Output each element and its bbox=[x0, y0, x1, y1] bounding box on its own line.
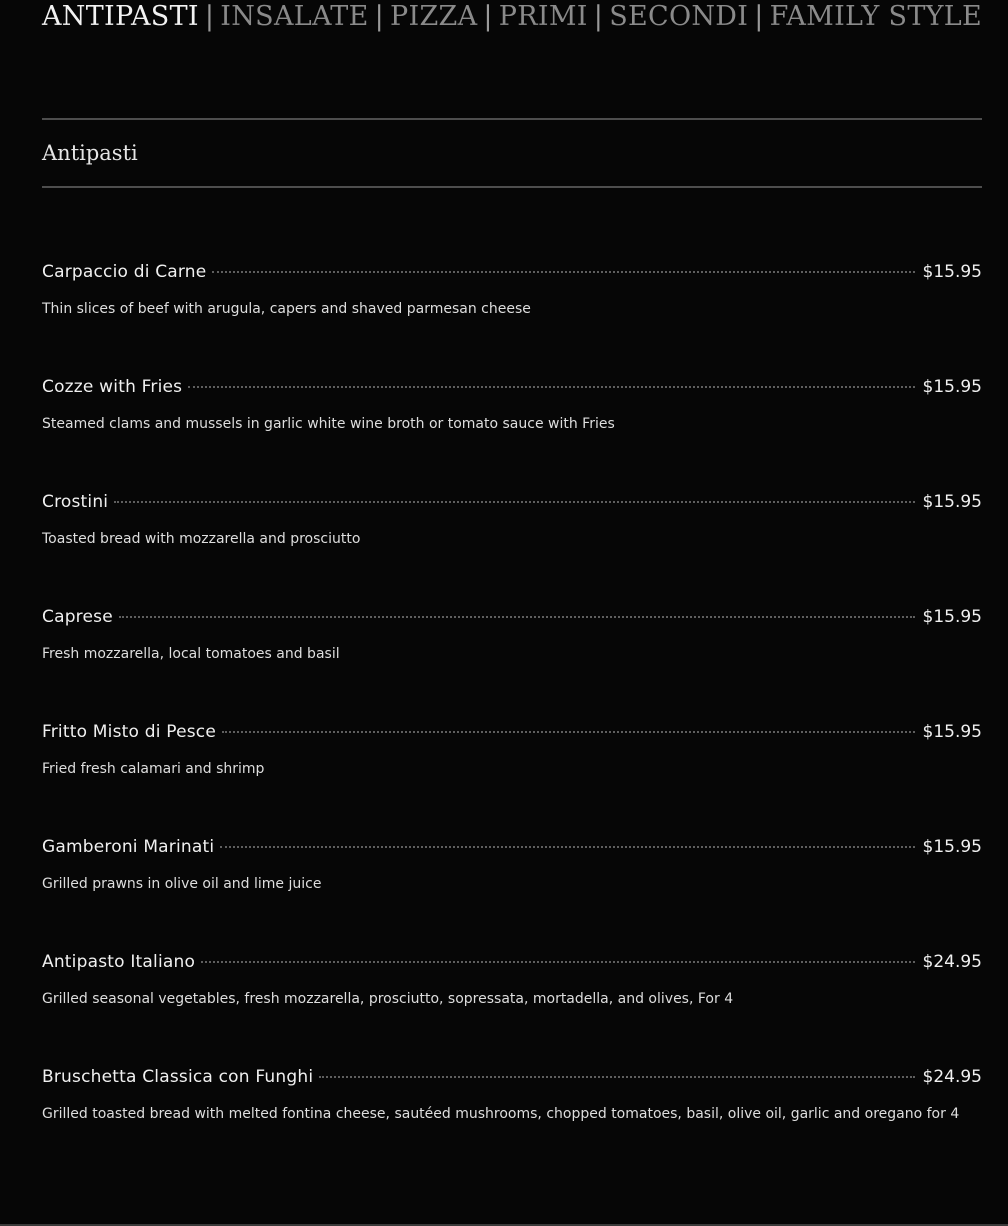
menu-item-description: Steamed clams and mussels in garlic white wine broth or tomato sauce with Fries bbox=[42, 416, 615, 432]
menu-item bbox=[42, 372, 982, 487]
menu-item-name: Antipasto Italiano bbox=[42, 952, 196, 972]
menu-item-price: $15.95 bbox=[922, 837, 982, 857]
menu-item-name: Crostini bbox=[42, 492, 109, 512]
menu-item-header bbox=[42, 832, 982, 862]
menu-item-price: $24.95 bbox=[922, 1067, 982, 1087]
menu-item-price: $15.95 bbox=[922, 722, 982, 742]
tab-pizza[interactable]: PIZZA bbox=[390, 1, 478, 32]
menu-item-description: Grilled toasted bread with melted fontina cheese, sautéed mushrooms, chopped tomatoes, basil, olive oil, garlic and oregano for 4 bbox=[42, 1106, 960, 1122]
tab-family-style[interactable]: FAMILY STYLE bbox=[769, 1, 983, 32]
menu-item-name: Bruschetta Classica con Funghi bbox=[42, 1067, 314, 1087]
menu-item bbox=[42, 602, 982, 717]
nav-separator: | bbox=[593, 1, 604, 32]
menu-item-name: Fritto Misto di Pesce bbox=[42, 722, 216, 742]
menu-item-price: $15.95 bbox=[922, 377, 982, 397]
section-title: Antipasti bbox=[42, 141, 138, 165]
menu-item-list bbox=[42, 257, 982, 1177]
menu-item bbox=[42, 717, 982, 832]
menu-item bbox=[42, 257, 982, 372]
menu-item-description: Thin slices of beef with arugula, capers and shaved parmesan cheese bbox=[42, 301, 531, 317]
tab-secondi[interactable]: SECONDI bbox=[609, 1, 749, 32]
menu-item-header bbox=[42, 602, 982, 632]
menu-item-description: Grilled prawns in olive oil and lime juice bbox=[42, 876, 322, 892]
nav-separator: | bbox=[374, 1, 385, 32]
nav-separator: | bbox=[204, 1, 215, 32]
dotted-leader bbox=[222, 731, 915, 733]
menu-item-header bbox=[42, 947, 982, 977]
menu-item-description: Grilled seasonal vegetables, fresh mozzarella, prosciutto, sopressata, mortadella, and olives, For 4 bbox=[42, 991, 734, 1007]
tab-antipasti[interactable]: ANTIPASTI bbox=[42, 1, 199, 32]
nav-separator: | bbox=[754, 1, 764, 32]
menu-item bbox=[42, 947, 982, 1062]
dotted-leader bbox=[114, 501, 914, 503]
section-divider-bottom bbox=[42, 186, 982, 188]
tab-insalate[interactable]: INSALATE bbox=[220, 1, 369, 32]
menu-item-name: Gamberoni Marinati bbox=[42, 837, 215, 857]
menu-item bbox=[42, 1062, 982, 1177]
menu-item bbox=[42, 832, 982, 947]
menu-item-name: Carpaccio di Carne bbox=[42, 262, 207, 282]
dotted-leader bbox=[119, 616, 915, 618]
menu-item bbox=[42, 487, 982, 602]
menu-item-price: $15.95 bbox=[922, 262, 982, 282]
nav-separator: | bbox=[483, 1, 493, 32]
menu-item-description: Fresh mozzarella, local tomatoes and basil bbox=[42, 646, 340, 662]
section-divider-top bbox=[42, 118, 982, 120]
menu-item-price: $15.95 bbox=[922, 607, 982, 627]
category-nav bbox=[42, 0, 982, 34]
dotted-leader bbox=[212, 271, 914, 273]
menu-item-header bbox=[42, 372, 982, 402]
menu-item-header bbox=[42, 487, 982, 517]
dotted-leader bbox=[220, 846, 914, 848]
menu-item-name: Caprese bbox=[42, 607, 113, 627]
menu-item-description: Toasted bread with mozzarella and prosciutto bbox=[42, 531, 361, 547]
menu-item-price: $15.95 bbox=[922, 492, 982, 512]
menu-item-header bbox=[42, 257, 982, 287]
dotted-leader bbox=[188, 386, 914, 388]
menu-item-name: Cozze with Fries bbox=[42, 377, 183, 397]
tab-primi[interactable]: PRIMI bbox=[498, 1, 588, 32]
menu-item-price: $24.95 bbox=[922, 952, 982, 972]
menu-item-description: Fried fresh calamari and shrimp bbox=[42, 761, 265, 777]
menu-item-header bbox=[42, 1062, 982, 1092]
dotted-leader bbox=[319, 1076, 914, 1078]
dotted-leader bbox=[201, 961, 914, 963]
menu-item-header bbox=[42, 717, 982, 747]
